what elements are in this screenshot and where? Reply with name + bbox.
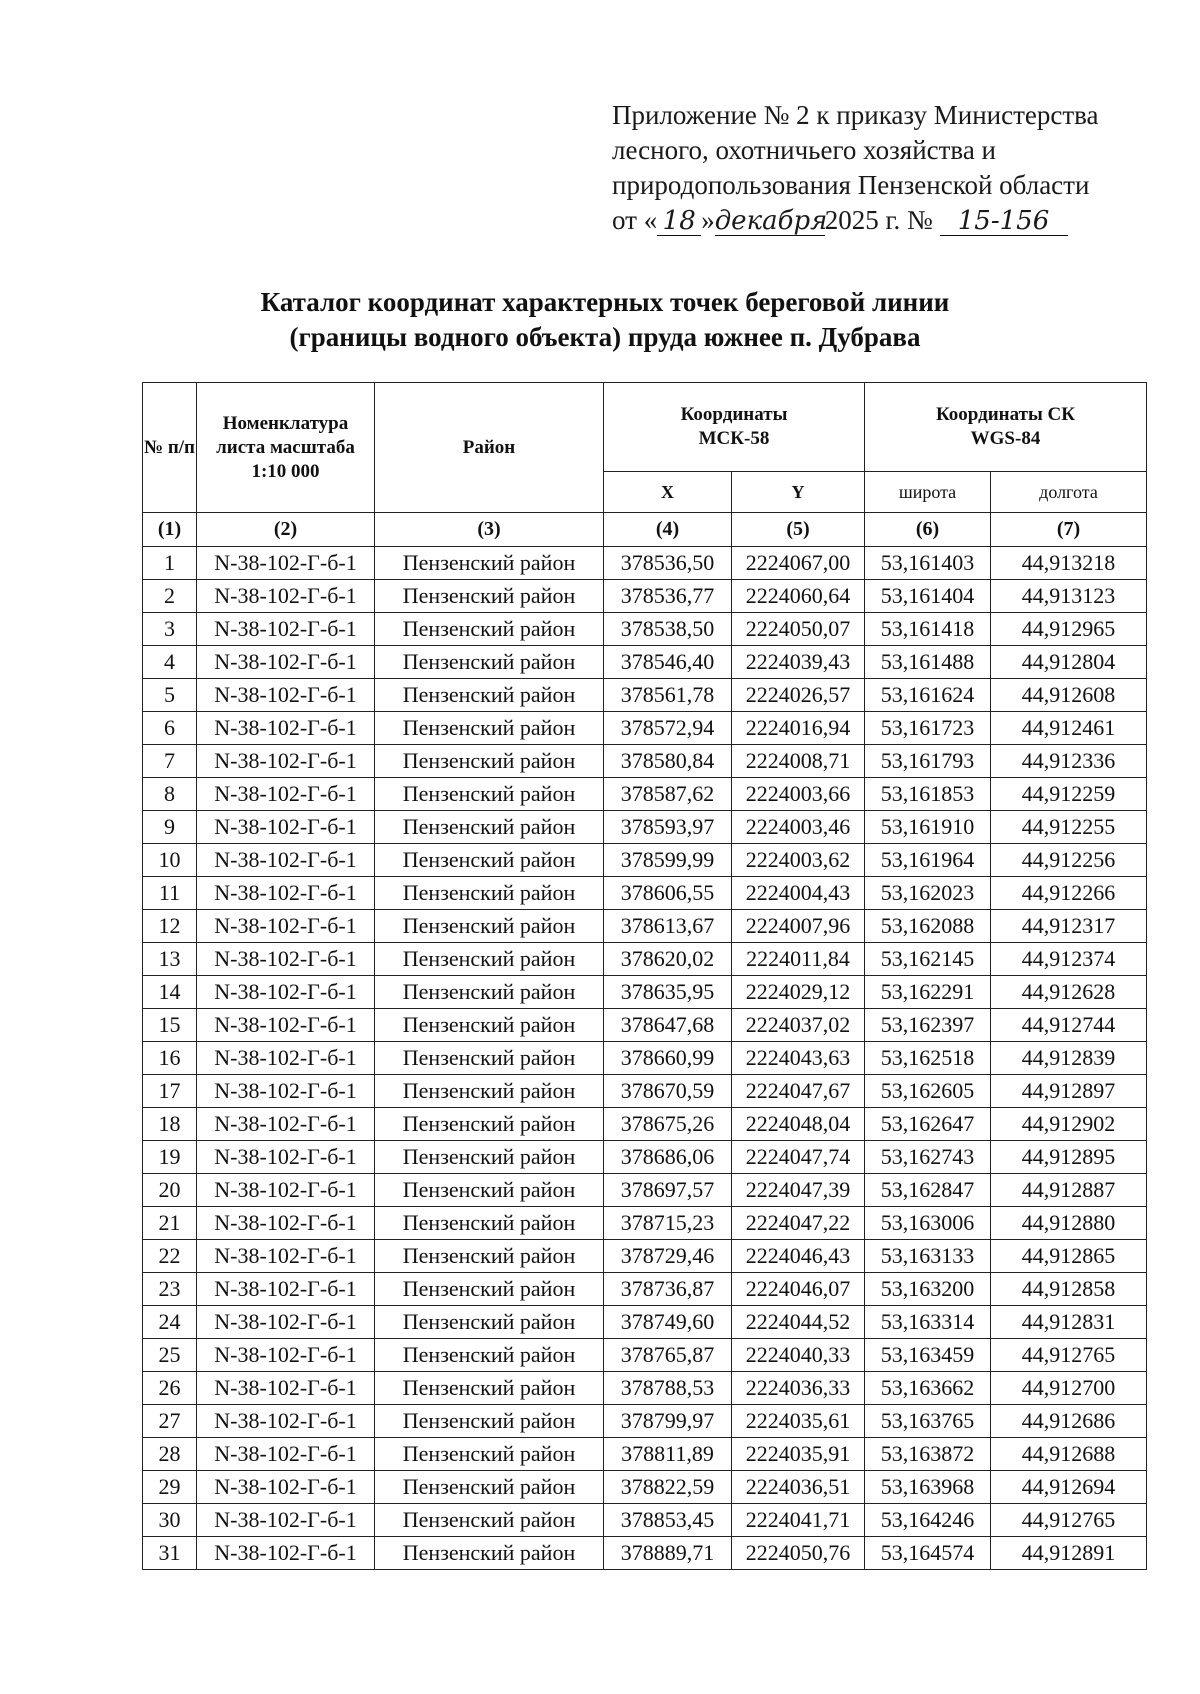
x-cell: 378749,60 — [604, 1306, 732, 1339]
latitude-cell: 53,161404 — [865, 580, 991, 613]
column-number-cell: (5) — [732, 513, 865, 547]
date-mid: » — [701, 205, 715, 235]
y-cell: 2224039,43 — [732, 646, 865, 679]
district-cell: Пензенский район — [375, 580, 604, 613]
table-row — [143, 745, 1147, 778]
longitude-cell: 44,912336 — [991, 745, 1147, 778]
nomenclature-cell: N-38-102-Г-б-1 — [197, 1174, 375, 1207]
row-number-cell: 1 — [143, 547, 197, 580]
district-cell: Пензенский район — [375, 1438, 604, 1471]
table-row — [143, 1405, 1147, 1438]
longitude-cell: 44,912897 — [991, 1075, 1147, 1108]
column-number-cell: (7) — [991, 513, 1147, 547]
latitude-cell: 53,162518 — [865, 1042, 991, 1075]
table-row — [143, 646, 1147, 679]
longitude-cell: 44,912887 — [991, 1174, 1147, 1207]
y-cell: 2224043,63 — [732, 1042, 865, 1075]
table-row — [143, 844, 1147, 877]
x-cell: 378599,99 — [604, 844, 732, 877]
nomenclature-cell: N-38-102-Г-б-1 — [197, 1471, 375, 1504]
district-cell: Пензенский район — [375, 679, 604, 712]
row-number-cell: 28 — [143, 1438, 197, 1471]
nomenclature-cell: N-38-102-Г-б-1 — [197, 1273, 375, 1306]
longitude-cell: 44,912831 — [991, 1306, 1147, 1339]
table-row — [143, 679, 1147, 712]
y-cell: 2224011,84 — [732, 943, 865, 976]
handwritten-order-number: 15-156 — [940, 207, 1068, 236]
district-cell: Пензенский район — [375, 1042, 604, 1075]
longitude-cell: 44,912608 — [991, 679, 1147, 712]
latitude-cell: 53,161853 — [865, 778, 991, 811]
row-number-cell: 5 — [143, 679, 197, 712]
row-number-cell: 2 — [143, 580, 197, 613]
appendix-date-line — [612, 203, 1172, 238]
row-number-cell: 20 — [143, 1174, 197, 1207]
table-body — [143, 547, 1147, 1570]
table-row — [143, 547, 1147, 580]
y-cell: 2224047,67 — [732, 1075, 865, 1108]
longitude-cell: 44,912902 — [991, 1108, 1147, 1141]
row-number-cell: 8 — [143, 778, 197, 811]
row-number-cell: 16 — [143, 1042, 197, 1075]
district-cell: Пензенский район — [375, 1273, 604, 1306]
y-cell: 2224003,62 — [732, 844, 865, 877]
district-cell: Пензенский район — [375, 1141, 604, 1174]
district-cell: Пензенский район — [375, 712, 604, 745]
latitude-cell: 53,163459 — [865, 1339, 991, 1372]
nomenclature-cell: N-38-102-Г-б-1 — [197, 613, 375, 646]
row-number-cell: 11 — [143, 877, 197, 910]
longitude-cell: 44,912688 — [991, 1438, 1147, 1471]
longitude-cell: 44,912374 — [991, 943, 1147, 976]
x-cell: 378572,94 — [604, 712, 732, 745]
x-cell: 378536,50 — [604, 547, 732, 580]
latitude-cell: 53,164574 — [865, 1537, 991, 1570]
latitude-cell: 53,162743 — [865, 1141, 991, 1174]
row-number-cell: 27 — [143, 1405, 197, 1438]
latitude-cell: 53,163872 — [865, 1438, 991, 1471]
longitude-cell: 44,913218 — [991, 547, 1147, 580]
coordinates-table — [142, 382, 1147, 1570]
row-number-cell: 14 — [143, 976, 197, 1009]
column-numbers-row — [143, 513, 1147, 547]
nomenclature-cell: N-38-102-Г-б-1 — [197, 1339, 375, 1372]
column-number-cell: (6) — [865, 513, 991, 547]
latitude-cell: 53,164246 — [865, 1504, 991, 1537]
district-cell: Пензенский район — [375, 613, 604, 646]
nomenclature-cell: N-38-102-Г-б-1 — [197, 1207, 375, 1240]
longitude-cell: 44,912804 — [991, 646, 1147, 679]
district-cell: Пензенский район — [375, 1108, 604, 1141]
nomenclature-cell: N-38-102-Г-б-1 — [197, 712, 375, 745]
district-cell: Пензенский район — [375, 1306, 604, 1339]
district-cell: Пензенский район — [375, 910, 604, 943]
x-cell: 378561,78 — [604, 679, 732, 712]
y-cell: 2224047,22 — [732, 1207, 865, 1240]
latitude-cell: 53,162847 — [865, 1174, 991, 1207]
x-cell: 378697,57 — [604, 1174, 732, 1207]
row-number-cell: 10 — [143, 844, 197, 877]
y-cell: 2224004,43 — [732, 877, 865, 910]
latitude-cell: 53,163314 — [865, 1306, 991, 1339]
district-cell: Пензенский район — [375, 844, 604, 877]
nomenclature-cell: N-38-102-Г-б-1 — [197, 943, 375, 976]
longitude-cell: 44,912686 — [991, 1405, 1147, 1438]
x-cell: 378670,59 — [604, 1075, 732, 1108]
x-cell: 378729,46 — [604, 1240, 732, 1273]
table-row — [143, 1009, 1147, 1042]
longitude-cell: 44,913123 — [991, 580, 1147, 613]
nomenclature-cell: N-38-102-Г-б-1 — [197, 547, 375, 580]
longitude-cell: 44,912880 — [991, 1207, 1147, 1240]
nomenclature-cell: N-38-102-Г-б-1 — [197, 1405, 375, 1438]
district-cell: Пензенский район — [375, 547, 604, 580]
appendix-line-3: природопользования Пензенской области — [612, 170, 1090, 200]
row-number-cell: 13 — [143, 943, 197, 976]
x-cell: 378853,45 — [604, 1504, 732, 1537]
table-row — [143, 877, 1147, 910]
latitude-cell: 53,161793 — [865, 745, 991, 778]
latitude-cell: 53,161624 — [865, 679, 991, 712]
longitude-cell: 44,912694 — [991, 1471, 1147, 1504]
longitude-cell: 44,912700 — [991, 1372, 1147, 1405]
row-number-cell: 21 — [143, 1207, 197, 1240]
title-line-1: Каталог координат характерных точек береговой линии — [260, 287, 950, 317]
table-row — [143, 811, 1147, 844]
row-number-cell: 4 — [143, 646, 197, 679]
row-number-cell: 25 — [143, 1339, 197, 1372]
district-cell: Пензенский район — [375, 1471, 604, 1504]
x-cell: 378606,55 — [604, 877, 732, 910]
x-cell: 378675,26 — [604, 1108, 732, 1141]
district-cell: Пензенский район — [375, 877, 604, 910]
x-cell: 378736,87 — [604, 1273, 732, 1306]
nomenclature-cell: N-38-102-Г-б-1 — [197, 1306, 375, 1339]
longitude-cell: 44,912895 — [991, 1141, 1147, 1174]
table-row — [143, 1273, 1147, 1306]
longitude-cell: 44,912744 — [991, 1009, 1147, 1042]
header-wgs-label: Координаты СК WGS-84 — [935, 404, 1076, 449]
y-cell: 2224035,61 — [732, 1405, 865, 1438]
nomenclature-cell: N-38-102-Г-б-1 — [197, 1141, 375, 1174]
x-cell: 378620,02 — [604, 943, 732, 976]
y-cell: 2224036,33 — [732, 1372, 865, 1405]
nomenclature-cell: N-38-102-Г-б-1 — [197, 844, 375, 877]
x-cell: 378635,95 — [604, 976, 732, 1009]
handwritten-month: декабря — [714, 206, 828, 236]
x-cell: 378788,53 — [604, 1372, 732, 1405]
latitude-cell: 53,161488 — [865, 646, 991, 679]
latitude-cell: 53,162023 — [865, 877, 991, 910]
row-number-cell: 12 — [143, 910, 197, 943]
column-number-cell: (3) — [375, 513, 604, 547]
district-cell: Пензенский район — [375, 1372, 604, 1405]
table-row — [143, 1504, 1147, 1537]
nomenclature-cell: N-38-102-Г-б-1 — [197, 1108, 375, 1141]
nomenclature-cell: N-38-102-Г-б-1 — [197, 679, 375, 712]
x-cell: 378593,97 — [604, 811, 732, 844]
table-row — [143, 778, 1147, 811]
header-msk-label: Координаты МСК-58 — [680, 404, 788, 449]
district-cell: Пензенский район — [375, 943, 604, 976]
column-number-cell: (2) — [197, 513, 375, 547]
latitude-cell: 53,162088 — [865, 910, 991, 943]
y-cell: 2224048,04 — [732, 1108, 865, 1141]
latitude-cell: 53,161723 — [865, 712, 991, 745]
district-cell: Пензенский район — [375, 778, 604, 811]
longitude-cell: 44,912266 — [991, 877, 1147, 910]
y-cell: 2224047,74 — [732, 1141, 865, 1174]
y-cell: 2224029,12 — [732, 976, 865, 1009]
latitude-cell: 53,161910 — [865, 811, 991, 844]
latitude-cell: 53,163968 — [865, 1471, 991, 1504]
latitude-cell: 53,162145 — [865, 943, 991, 976]
x-cell: 378536,77 — [604, 580, 732, 613]
latitude-cell: 53,162397 — [865, 1009, 991, 1042]
row-number-cell: 6 — [143, 712, 197, 745]
table-row — [143, 1075, 1147, 1108]
x-cell: 378587,62 — [604, 778, 732, 811]
nomenclature-cell: N-38-102-Г-б-1 — [197, 778, 375, 811]
row-number-cell: 3 — [143, 613, 197, 646]
longitude-cell: 44,912865 — [991, 1240, 1147, 1273]
district-cell: Пензенский район — [375, 811, 604, 844]
row-number-cell: 7 — [143, 745, 197, 778]
row-number-cell: 15 — [143, 1009, 197, 1042]
y-cell: 2224037,02 — [732, 1009, 865, 1042]
y-cell: 2224008,71 — [732, 745, 865, 778]
row-number-cell: 23 — [143, 1273, 197, 1306]
longitude-cell: 44,912255 — [991, 811, 1147, 844]
table-row — [143, 1141, 1147, 1174]
latitude-cell: 53,162605 — [865, 1075, 991, 1108]
row-number-cell: 24 — [143, 1306, 197, 1339]
header-wgs — [865, 383, 1147, 472]
longitude-cell: 44,912765 — [991, 1504, 1147, 1537]
latitude-cell: 53,163200 — [865, 1273, 991, 1306]
x-cell: 378660,99 — [604, 1042, 732, 1075]
nomenclature-cell: N-38-102-Г-б-1 — [197, 1009, 375, 1042]
nomenclature-cell: N-38-102-Г-б-1 — [197, 646, 375, 679]
table-row — [143, 1108, 1147, 1141]
longitude-cell: 44,912628 — [991, 976, 1147, 1009]
column-number-cell: (4) — [604, 513, 732, 547]
x-cell: 378580,84 — [604, 745, 732, 778]
table-row — [143, 580, 1147, 613]
nomenclature-cell: N-38-102-Г-б-1 — [197, 1075, 375, 1108]
date-prefix: от « — [612, 205, 658, 235]
nomenclature-cell: N-38-102-Г-б-1 — [197, 811, 375, 844]
table-row — [143, 1339, 1147, 1372]
table-row — [143, 943, 1147, 976]
nomenclature-cell: N-38-102-Г-б-1 — [197, 877, 375, 910]
row-number-cell: 31 — [143, 1537, 197, 1570]
x-cell: 378613,67 — [604, 910, 732, 943]
longitude-cell: 44,912858 — [991, 1273, 1147, 1306]
y-cell: 2224050,76 — [732, 1537, 865, 1570]
y-cell: 2224047,39 — [732, 1174, 865, 1207]
y-cell: 2224046,43 — [732, 1240, 865, 1273]
page-title — [140, 285, 1070, 355]
y-cell: 2224050,07 — [732, 613, 865, 646]
district-cell: Пензенский район — [375, 745, 604, 778]
longitude-cell: 44,912765 — [991, 1339, 1147, 1372]
row-number-cell: 29 — [143, 1471, 197, 1504]
longitude-cell: 44,912317 — [991, 910, 1147, 943]
district-cell: Пензенский район — [375, 1174, 604, 1207]
district-cell: Пензенский район — [375, 976, 604, 1009]
title-line-2: (границы водного объекта) пруда южнее п. Дубрава — [289, 322, 921, 352]
x-cell: 378811,89 — [604, 1438, 732, 1471]
handwritten-day: 18 — [657, 207, 701, 236]
table-row — [143, 1471, 1147, 1504]
table-row — [143, 1042, 1147, 1075]
y-cell: 2224041,71 — [732, 1504, 865, 1537]
latitude-cell: 53,161964 — [865, 844, 991, 877]
district-cell: Пензенский район — [375, 1339, 604, 1372]
row-number-cell: 9 — [143, 811, 197, 844]
table-row — [143, 910, 1147, 943]
row-number-cell: 18 — [143, 1108, 197, 1141]
table-row — [143, 1372, 1147, 1405]
y-cell: 2224016,94 — [732, 712, 865, 745]
latitude-cell: 53,162291 — [865, 976, 991, 1009]
appendix-block — [612, 98, 1172, 238]
x-cell: 378686,06 — [604, 1141, 732, 1174]
latitude-cell: 53,163006 — [865, 1207, 991, 1240]
longitude-cell: 44,912891 — [991, 1537, 1147, 1570]
latitude-cell: 53,163765 — [865, 1405, 991, 1438]
longitude-cell: 44,912259 — [991, 778, 1147, 811]
x-cell: 378538,50 — [604, 613, 732, 646]
header-nomenclature: Номенклатура листа масштаба 1:10 000 — [197, 383, 375, 513]
y-cell: 2224040,33 — [732, 1339, 865, 1372]
y-cell: 2224046,07 — [732, 1273, 865, 1306]
header-num: № п/п — [143, 383, 197, 513]
nomenclature-cell: N-38-102-Г-б-1 — [197, 745, 375, 778]
x-cell: 378765,87 — [604, 1339, 732, 1372]
y-cell: 2224060,64 — [732, 580, 865, 613]
y-cell: 2224003,66 — [732, 778, 865, 811]
row-number-cell: 26 — [143, 1372, 197, 1405]
table-row — [143, 1240, 1147, 1273]
y-cell: 2224026,57 — [732, 679, 865, 712]
y-cell: 2224007,96 — [732, 910, 865, 943]
y-cell: 2224035,91 — [732, 1438, 865, 1471]
header-lat: широта — [865, 472, 991, 513]
nomenclature-cell: N-38-102-Г-б-1 — [197, 910, 375, 943]
district-cell: Пензенский район — [375, 646, 604, 679]
table-row — [143, 1438, 1147, 1471]
y-cell: 2224036,51 — [732, 1471, 865, 1504]
row-number-cell: 22 — [143, 1240, 197, 1273]
table-row — [143, 1207, 1147, 1240]
table-row — [143, 1537, 1147, 1570]
nomenclature-cell: N-38-102-Г-б-1 — [197, 1240, 375, 1273]
y-cell: 2224067,00 — [732, 547, 865, 580]
x-cell: 378647,68 — [604, 1009, 732, 1042]
nomenclature-cell: N-38-102-Г-б-1 — [197, 580, 375, 613]
nomenclature-cell: N-38-102-Г-б-1 — [197, 976, 375, 1009]
nomenclature-cell: N-38-102-Г-б-1 — [197, 1504, 375, 1537]
longitude-cell: 44,912965 — [991, 613, 1147, 646]
table-row — [143, 712, 1147, 745]
y-cell: 2224044,52 — [732, 1306, 865, 1339]
latitude-cell: 53,161418 — [865, 613, 991, 646]
table-row — [143, 1174, 1147, 1207]
latitude-cell: 53,162647 — [865, 1108, 991, 1141]
district-cell: Пензенский район — [375, 1405, 604, 1438]
latitude-cell: 53,163133 — [865, 1240, 991, 1273]
latitude-cell: 53,163662 — [865, 1372, 991, 1405]
district-cell: Пензенский район — [375, 1207, 604, 1240]
row-number-cell: 17 — [143, 1075, 197, 1108]
x-cell: 378715,23 — [604, 1207, 732, 1240]
longitude-cell: 44,912256 — [991, 844, 1147, 877]
header-msk — [604, 383, 865, 472]
nomenclature-cell: N-38-102-Г-б-1 — [197, 1438, 375, 1471]
district-cell: Пензенский район — [375, 1240, 604, 1273]
longitude-cell: 44,912461 — [991, 712, 1147, 745]
header-y: Y — [732, 472, 865, 513]
nomenclature-cell: N-38-102-Г-б-1 — [197, 1042, 375, 1075]
district-cell: Пензенский район — [375, 1537, 604, 1570]
district-cell: Пензенский район — [375, 1075, 604, 1108]
x-cell: 378799,97 — [604, 1405, 732, 1438]
header-lon: долгота — [991, 472, 1147, 513]
x-cell: 378822,59 — [604, 1471, 732, 1504]
y-cell: 2224003,46 — [732, 811, 865, 844]
longitude-cell: 44,912839 — [991, 1042, 1147, 1075]
date-year: 2025 г. № — [824, 205, 933, 235]
district-cell: Пензенский район — [375, 1009, 604, 1042]
district-cell: Пензенский район — [375, 1504, 604, 1537]
table-row — [143, 613, 1147, 646]
appendix-line-1: Приложение № 2 к приказу Министерства — [612, 100, 1099, 130]
row-number-cell: 19 — [143, 1141, 197, 1174]
x-cell: 378889,71 — [604, 1537, 732, 1570]
nomenclature-cell: N-38-102-Г-б-1 — [197, 1537, 375, 1570]
row-number-cell: 30 — [143, 1504, 197, 1537]
column-number-cell: (1) — [143, 513, 197, 547]
table-row — [143, 976, 1147, 1009]
table-row — [143, 1306, 1147, 1339]
nomenclature-cell: N-38-102-Г-б-1 — [197, 1372, 375, 1405]
x-cell: 378546,40 — [604, 646, 732, 679]
header-district: Район — [375, 383, 604, 513]
latitude-cell: 53,161403 — [865, 547, 991, 580]
header-x: X — [604, 472, 732, 513]
appendix-line-2: лесного, охотничьего хозяйства и — [612, 135, 996, 165]
